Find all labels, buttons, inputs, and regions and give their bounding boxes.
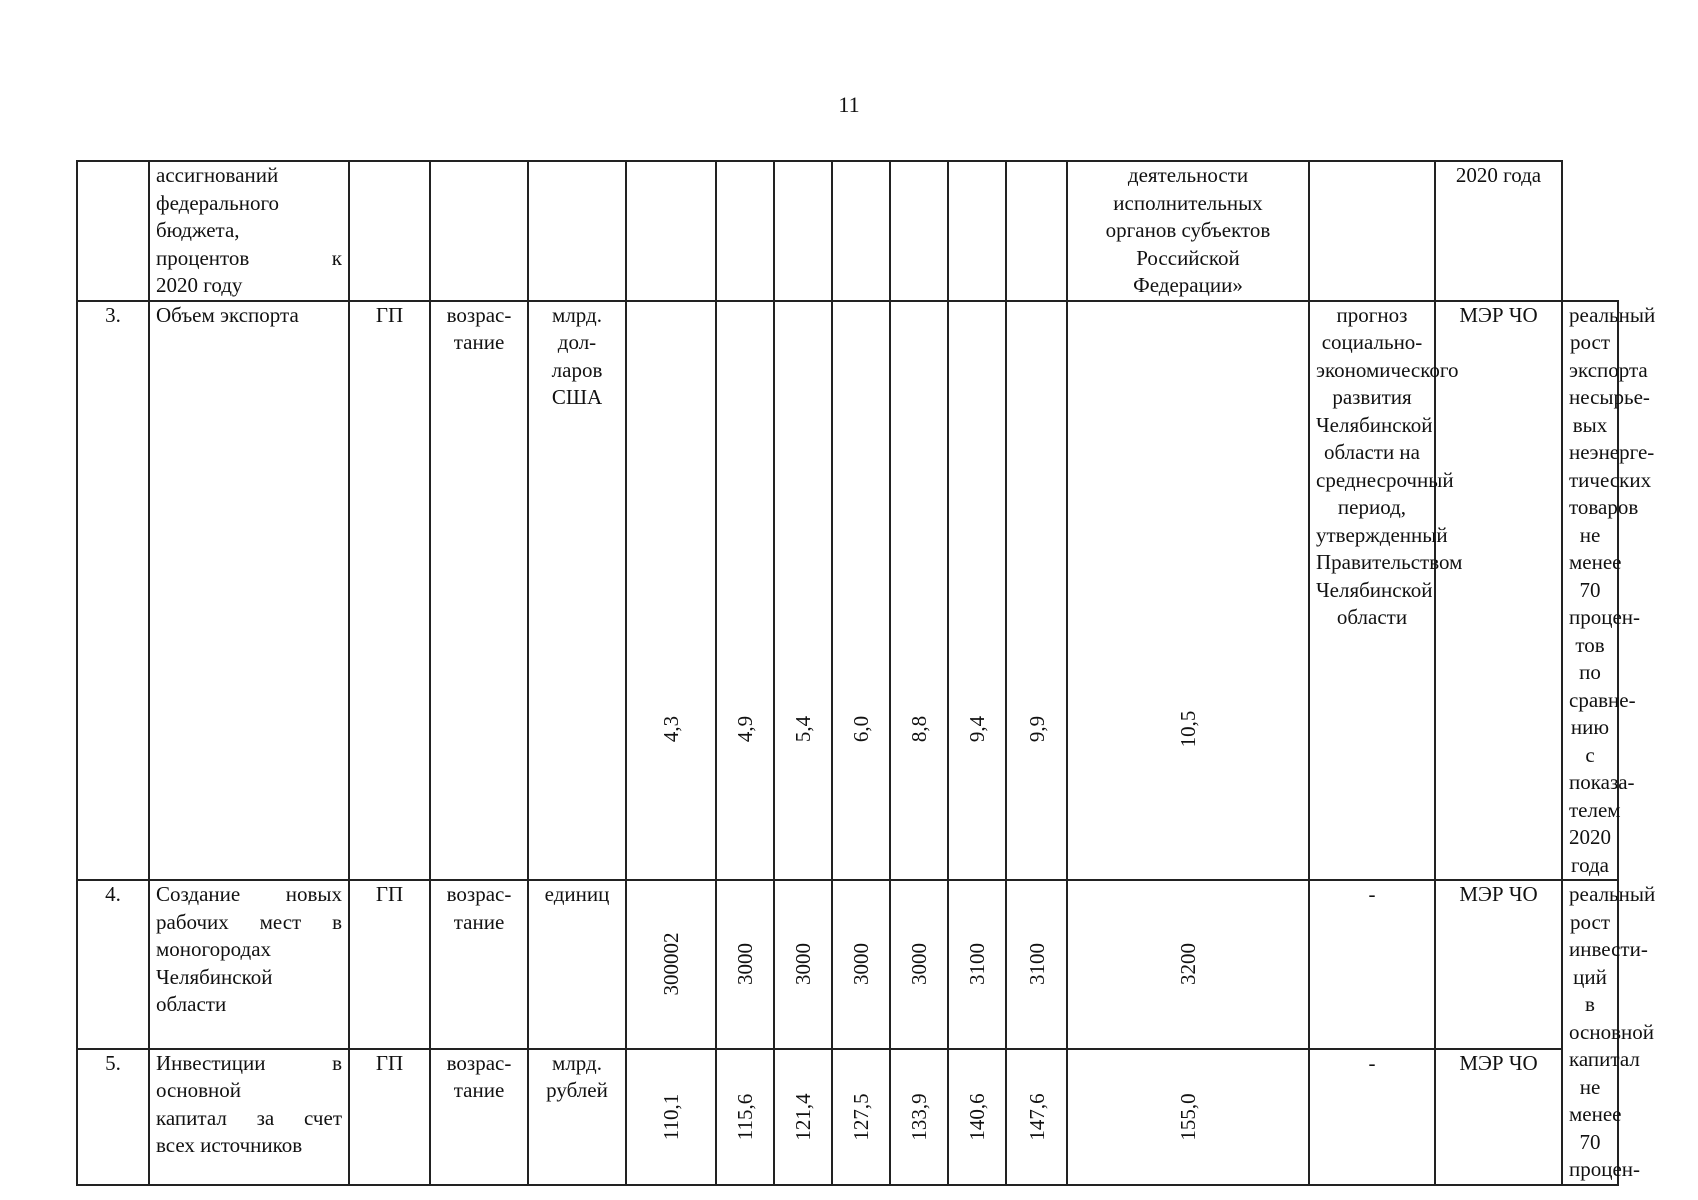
cell-unit: млрд. рублей — [528, 1049, 626, 1185]
value-2028: 155,0 — [1176, 1093, 1200, 1141]
value-2023: 3000 — [791, 943, 815, 986]
cell-value — [890, 301, 948, 881]
cell-value — [890, 1049, 948, 1185]
cell-type — [349, 161, 430, 301]
cell-value — [832, 1049, 890, 1185]
cell-responsible: МЭР ЧО — [1435, 301, 1562, 881]
cell-value — [832, 161, 890, 301]
value-2028: 3200 — [1176, 943, 1200, 986]
value-2022: 4,9 — [733, 715, 757, 742]
cell-value — [1006, 1049, 1067, 1185]
value-2024: 127,5 — [849, 1093, 873, 1141]
cell-value — [626, 1049, 716, 1185]
cell-value — [626, 301, 716, 881]
cell-target: реальный рост инвести- ций в основной капитал не менее 70 процен- — [1562, 880, 1618, 1185]
value-2022: 3000 — [733, 943, 757, 986]
cell-value — [948, 161, 1006, 301]
table-row-5 — [77, 1049, 1618, 1185]
cell-unit — [528, 161, 626, 301]
cell-responsible: МЭР ЧО — [1435, 1049, 1562, 1185]
cell-unit: единиц — [528, 880, 626, 1049]
cell-value — [1067, 1049, 1309, 1185]
cell-indicator-name: Объем экспорта — [149, 301, 349, 881]
value-2026: 140,6 — [965, 1093, 989, 1141]
value-2025: 133,9 — [907, 1093, 931, 1141]
cell-value — [774, 301, 832, 881]
value-2022: 115,6 — [733, 1093, 757, 1140]
cell-value — [890, 880, 948, 1049]
table-row-4 — [77, 880, 1618, 1049]
cell-value — [716, 1049, 774, 1185]
cell-value — [1067, 301, 1309, 881]
value-2023: 5,4 — [791, 715, 815, 742]
value-2025: 3000 — [907, 943, 931, 986]
value-2028: 10,5 — [1176, 710, 1200, 748]
cell-value — [774, 880, 832, 1049]
value-2027: 9,9 — [1024, 715, 1049, 742]
cell-value — [716, 880, 774, 1049]
cell-number: 3. — [77, 301, 149, 881]
cell-value — [832, 301, 890, 881]
cell-value — [1006, 161, 1067, 301]
cell-target: реальный рост экспорта несырье- вых неэнерге- тических товаров не менее 70 процен- тов по сравне- нию с показа- телем 2020 года — [1562, 301, 1618, 881]
cell-value — [890, 161, 948, 301]
indicators-table — [76, 160, 1656, 1186]
table-row-continuation — [77, 161, 1618, 301]
cell-responsible: МЭР ЧО — [1435, 880, 1562, 1049]
cell-trend: возрас- тание — [430, 880, 528, 1049]
cell-responsible — [1309, 161, 1435, 301]
cell-number — [77, 161, 149, 301]
cell-indicator-name: Инвестиции в основной капитал за счет всех источников — [149, 1049, 349, 1185]
value-2027: 3100 — [1024, 943, 1049, 986]
value-2027: 147,6 — [1024, 1093, 1049, 1141]
cell-value — [626, 161, 716, 301]
cell-value — [948, 880, 1006, 1049]
cell-target: 2020 года — [1435, 161, 1562, 301]
cell-type: ГП — [349, 880, 430, 1049]
cell-value — [716, 161, 774, 301]
cell-unit: млрд. дол- ларов США — [528, 301, 626, 881]
cell-value — [948, 1049, 1006, 1185]
value-2021: 110,1 — [659, 1093, 683, 1140]
cell-trend — [430, 161, 528, 301]
value-2024: 6,0 — [849, 715, 873, 742]
cell-value — [1006, 301, 1067, 881]
cell-trend: возрас- тание — [430, 301, 528, 881]
value-2021: 300002 — [659, 932, 683, 996]
table-row-3 — [77, 301, 1618, 881]
cell-value — [1006, 880, 1067, 1049]
cell-type: ГП — [349, 1049, 430, 1185]
cell-value — [716, 301, 774, 881]
cell-number: 5. — [77, 1049, 149, 1185]
cell-basis: прогноз социально- экономического развития Челябинской области на среднесрочный период, утвержденный Правительством Челябинской области — [1309, 301, 1435, 881]
cell-value — [832, 880, 890, 1049]
page-number: 11 — [838, 92, 860, 117]
cell-value — [774, 161, 832, 301]
cell-indicator-name: Создание новых рабочих мест в моногородах Челябинской области — [149, 880, 349, 1049]
value-2026: 9,4 — [965, 715, 989, 742]
cell-value — [948, 301, 1006, 881]
cell-indicator-name: ассигнований федерального бюджета, процентов к 2020 году — [149, 161, 349, 301]
cell-basis: - — [1309, 1049, 1435, 1185]
cell-basis: деятельности исполнительных органов субъектов Российской Федерации» — [1067, 161, 1309, 301]
cell-number: 4. — [77, 880, 149, 1049]
cell-value — [774, 1049, 832, 1185]
value-2021: 4,3 — [659, 715, 683, 742]
cell-value — [1067, 880, 1309, 1049]
cell-type: ГП — [349, 301, 430, 881]
cell-basis: - — [1309, 880, 1435, 1049]
value-2023: 121,4 — [791, 1093, 815, 1141]
value-2026: 3100 — [965, 943, 989, 986]
value-2024: 3000 — [849, 943, 873, 986]
cell-trend: возрас- тание — [430, 1049, 528, 1185]
value-2025: 8,8 — [907, 715, 931, 742]
cell-value — [626, 880, 716, 1049]
